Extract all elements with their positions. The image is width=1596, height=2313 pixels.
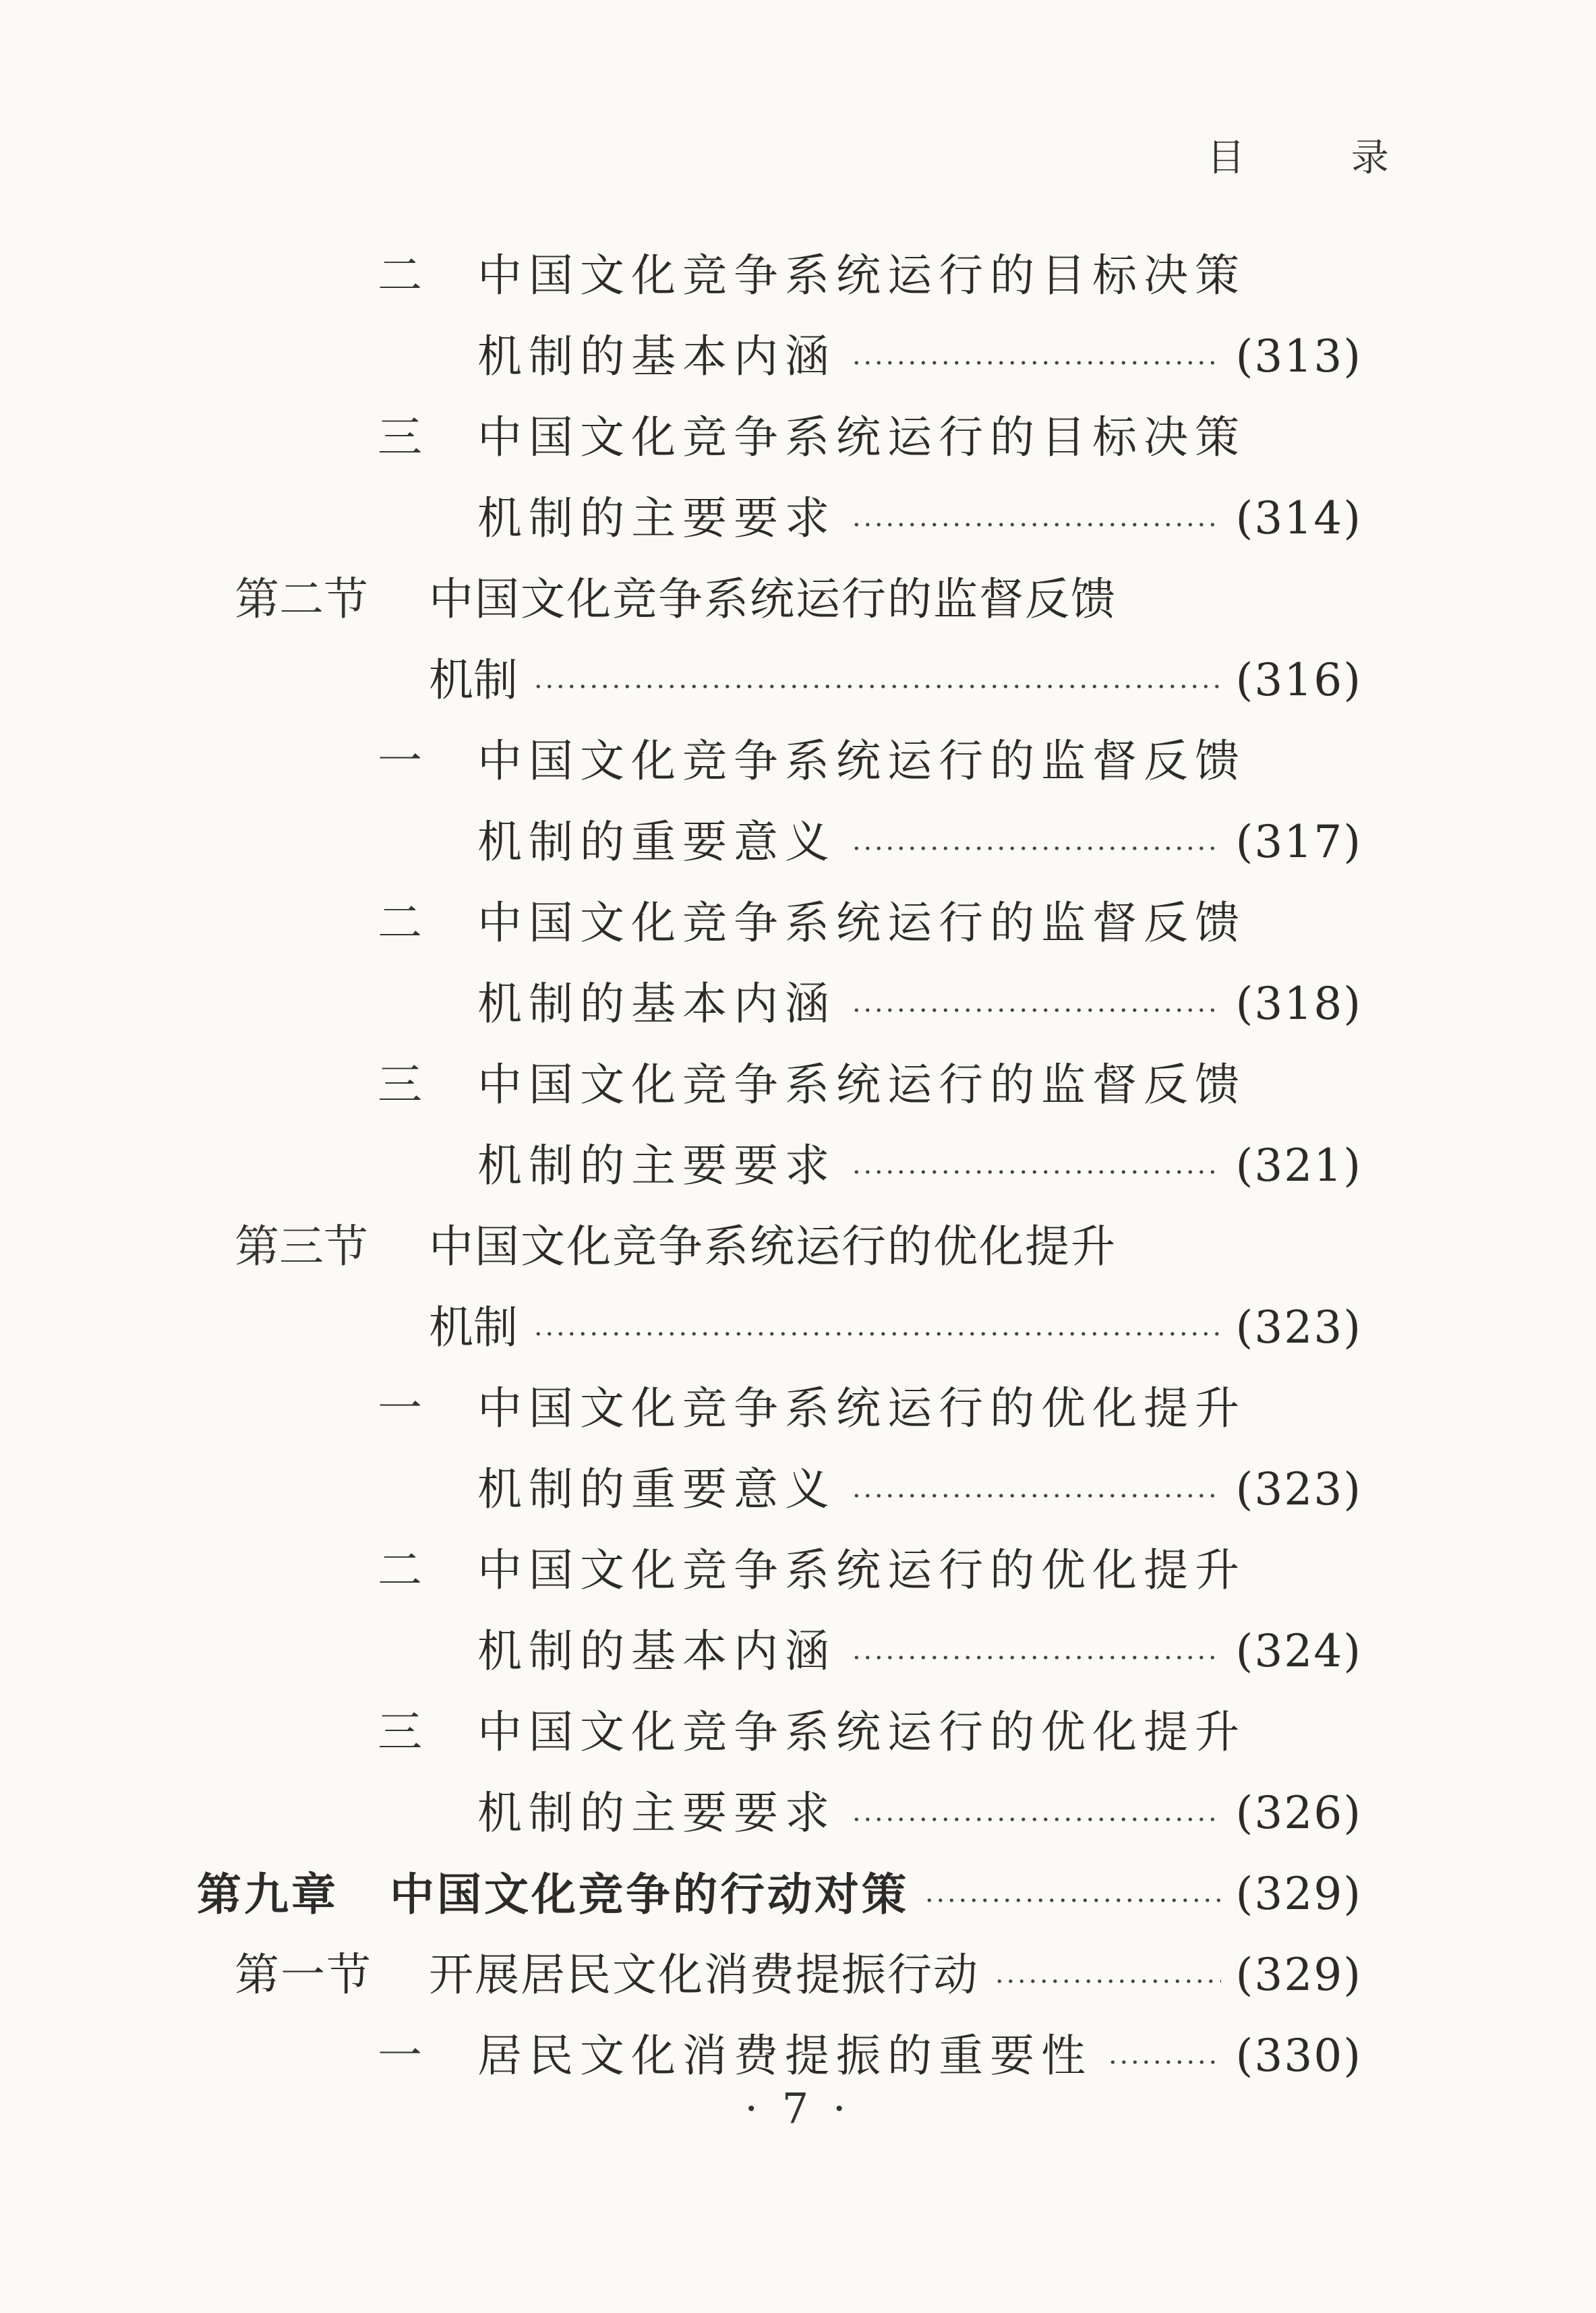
section-marker: 第一节 (235, 1949, 372, 2001)
toc-section-marker: 第二节 (235, 573, 368, 625)
page-number: (321) (1235, 1140, 1362, 1192)
page-number: (313) (1235, 330, 1362, 382)
toc-entry-continuation: 机制的重要意义 (323) (477, 1459, 1362, 1520)
page-number: (330) (1235, 2030, 1362, 2082)
toc-entry-title: 中国文化竞争系统运行的目标决策 (477, 250, 1246, 301)
dot-leader (851, 523, 1221, 527)
page-number: (324) (1235, 1625, 1362, 1677)
toc-section-title: 中国文化竞争系统运行的监督反馈 (429, 573, 1117, 625)
page-number: (329) (1235, 1949, 1362, 2001)
toc-section-entry (235, 1945, 1362, 2005)
dot-leader (994, 1979, 1221, 1983)
dot-leader (851, 1008, 1221, 1012)
toc-entry-continuation: 机制的重要意义 (317) (477, 812, 1362, 873)
toc-entry-marker: 二 (378, 897, 422, 949)
toc-entry-title: 中国文化竞争系统运行的监督反馈 (477, 1059, 1246, 1111)
toc-entry-continuation: 机制的主要要求 (326) (477, 1783, 1362, 1844)
page-number: (316) (1235, 654, 1362, 706)
dot-leader (1107, 2060, 1221, 2064)
chapter-title: 中国文化竞争的行动对策 (390, 1868, 909, 1921)
toc-section-continuation: 机制 (323) (429, 1297, 1362, 1358)
dot-leader (533, 684, 1221, 689)
toc-entry-continuation: 机制的主要要求 (321) (477, 1136, 1362, 1196)
toc-entry-title: 中国文化竞争系统运行的优化提升 (477, 1382, 1246, 1434)
toc-entry-marker: 一 (378, 2030, 422, 2082)
toc-entry-title: 中国文化竞争系统运行的优化提升 (477, 1544, 1246, 1596)
toc-entry-marker: 三 (378, 411, 422, 463)
dot-leader (851, 1817, 1221, 1821)
toc-entry-continuation: 机制的基本内涵 (318) (477, 974, 1362, 1034)
dot-leader (851, 1656, 1221, 1660)
toc-section-marker: 第三节 (235, 1221, 368, 1272)
page-number: (323) (1235, 1463, 1362, 1515)
page-number: (323) (1235, 1301, 1362, 1353)
toc-section-title: 中国文化竞争系统运行的优化提升 (429, 1221, 1117, 1272)
page-number-footer: · 7 · (744, 2084, 852, 2133)
toc-entry-title: 中国文化竞争系统运行的监督反馈 (477, 897, 1246, 949)
toc-entry-continuation: 机制的主要要求 (314) (477, 488, 1362, 549)
dot-leader (851, 361, 1221, 365)
dot-leader (851, 1494, 1221, 1498)
toc-entry-marker: 一 (378, 735, 422, 787)
toc-entry-continuation: 机制的基本内涵 (313) (477, 326, 1362, 387)
toc-entry-title: 中国文化竞争系统运行的优化提升 (477, 1706, 1246, 1758)
page-number: (329) (1235, 1868, 1362, 1920)
toc-entry-marker: 三 (378, 1059, 422, 1111)
toc-section-continuation: 机制 (316) (429, 650, 1362, 711)
toc-entry-title: 中国文化竞争系统运行的目标决策 (477, 411, 1246, 463)
toc-entry-marker: 一 (378, 1382, 422, 1434)
toc-entry-title: 中国文化竞争系统运行的监督反馈 (477, 735, 1246, 787)
page-number: (317) (1235, 816, 1362, 868)
toc-chapter-entry (197, 1864, 1362, 1925)
toc-entry-marker: 二 (378, 1544, 422, 1596)
page-number: (314) (1235, 492, 1362, 544)
running-header: 目 录 (1207, 136, 1436, 180)
entry-title: 居民文化消费提振的重要性 (477, 2030, 1092, 2082)
page-number: (318) (1235, 978, 1362, 1030)
toc-entry-marker: 三 (378, 1706, 422, 1758)
toc-entry-continuation: 机制的基本内涵 (324) (477, 1621, 1362, 1682)
dot-leader (924, 1898, 1221, 1902)
chapter-marker: 第九章 (197, 1868, 338, 1921)
toc-entry-marker: 二 (378, 250, 422, 301)
section-title: 开展居民文化消费提振行动 (429, 1949, 979, 2001)
page-number: (326) (1235, 1787, 1362, 1839)
toc-entry (477, 2026, 1362, 2086)
dot-leader (851, 1170, 1221, 1174)
dot-leader (851, 846, 1221, 850)
dot-leader (533, 1332, 1221, 1336)
